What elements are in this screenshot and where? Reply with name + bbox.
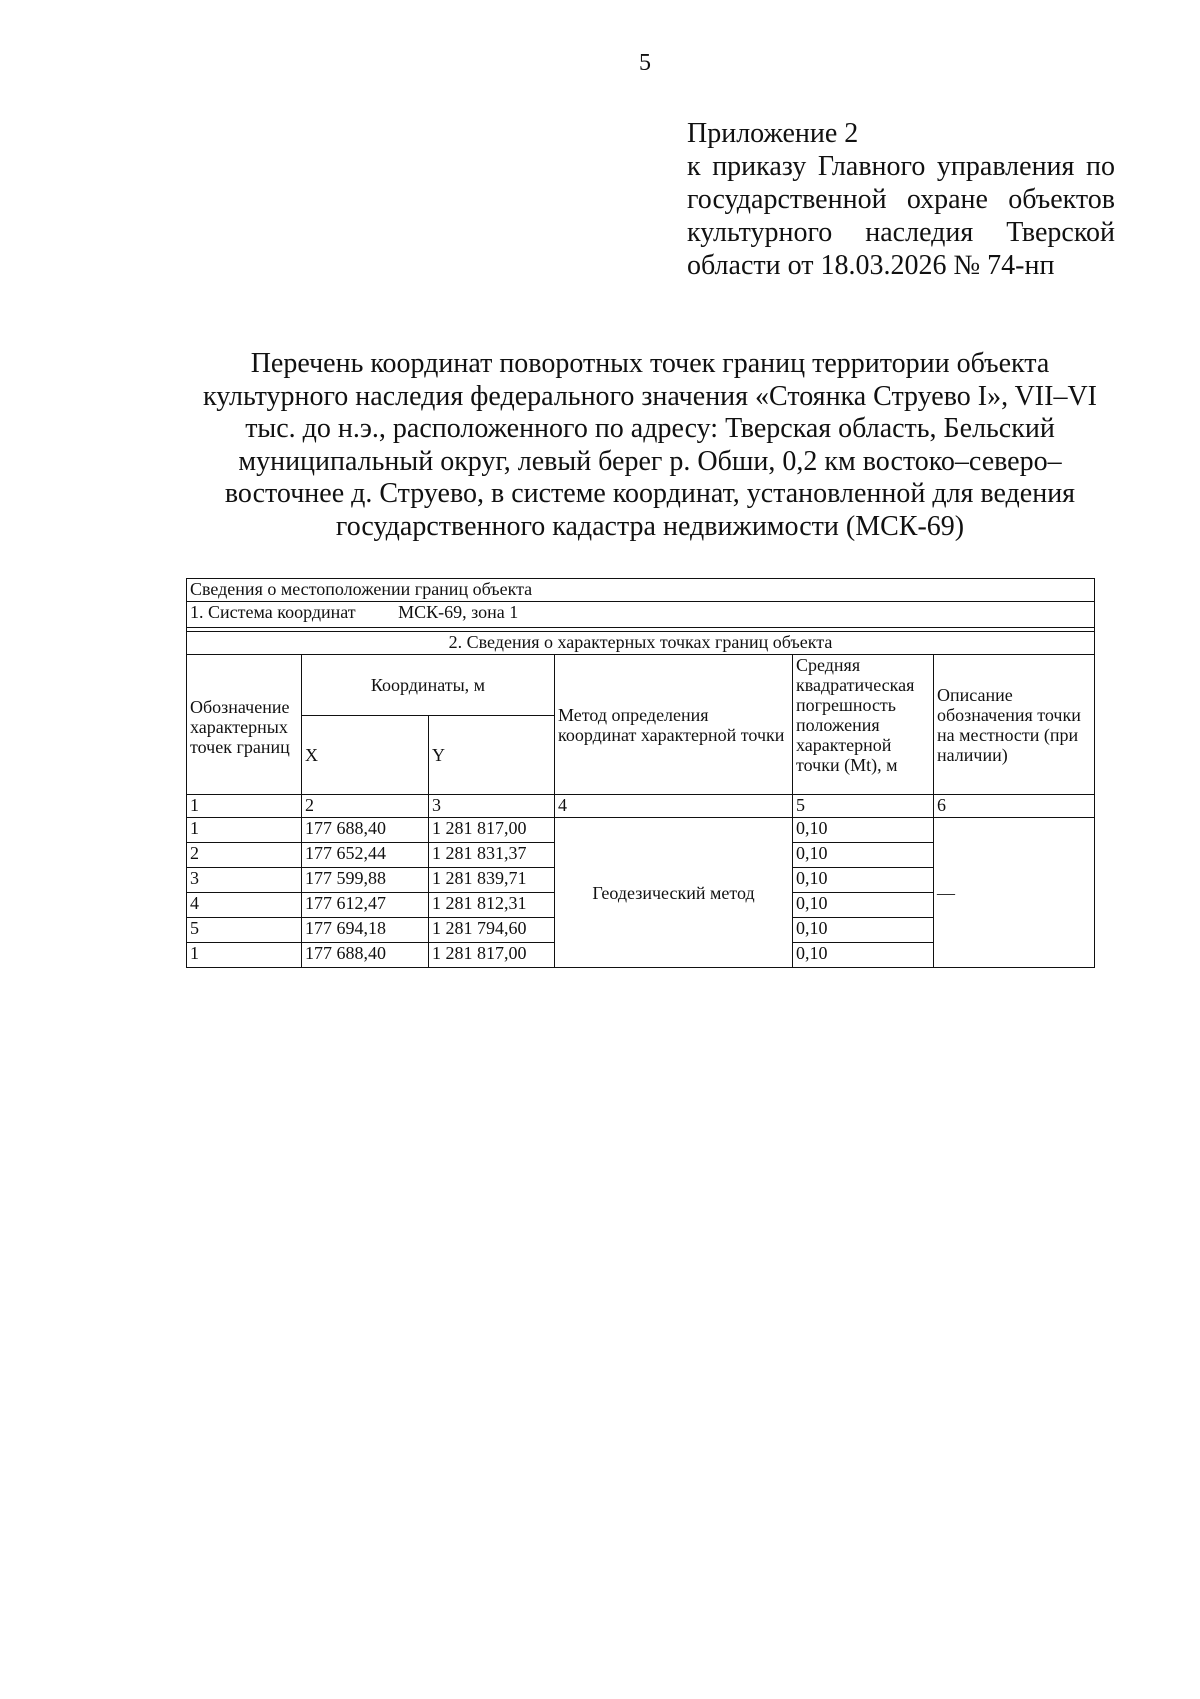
column-number: 5 xyxy=(793,795,934,818)
column-number: 6 xyxy=(934,795,1095,818)
x-cell: 177 599,88 xyxy=(302,868,429,893)
header-method: Метод определения координат характерной точки xyxy=(555,655,793,795)
y-cell: 1 281 817,00 xyxy=(429,818,555,843)
appendix-line: государственной охране объектов xyxy=(687,184,1115,215)
title-line: тыс. до н.э., расположенного по адресу: Тверская область, Бельский xyxy=(245,413,1055,444)
error-cell: 0,10 xyxy=(793,843,934,868)
section-title: Сведения о местоположении границ объекта xyxy=(187,579,1095,602)
title-line: культурного наследия федерального значения «Стоянка Струево I», VII–VI xyxy=(203,380,1097,412)
column-numbers-row xyxy=(187,795,1095,818)
title-line: муниципальный округ, левый берег р. Обши, 0,2 км востоко–северо– xyxy=(238,445,1062,477)
title-line: восточнее д. Струево, в системе координат, установленной для ведения xyxy=(224,478,1076,509)
error-cell: 0,10 xyxy=(793,893,934,918)
error-cell: 0,10 xyxy=(793,868,934,893)
column-number: 1 xyxy=(187,795,302,818)
point-cell: 1 xyxy=(187,818,302,843)
document-title xyxy=(160,348,1140,543)
header-x: X xyxy=(302,716,429,795)
error-cell: 0,10 xyxy=(793,918,934,943)
coordinate-system-row xyxy=(187,602,1095,628)
point-cell: 2 xyxy=(187,843,302,868)
page-number: 5 xyxy=(639,50,651,76)
column-number: 4 xyxy=(555,795,793,818)
x-cell: 177 612,47 xyxy=(302,893,429,918)
section-title: 2. Сведения о характерных точках границ объекта xyxy=(187,632,1095,655)
header-designation: Обозначение характерных точек границ xyxy=(187,655,302,795)
header-y: Y xyxy=(429,716,555,795)
table-row xyxy=(187,818,1095,843)
header-error: Средняя квадратическая погрешность положения характерной точки (Mt), м xyxy=(793,655,934,795)
point-cell: 1 xyxy=(187,943,302,968)
header-description: Описание обозначения точки на местности (при наличии) xyxy=(934,655,1095,795)
appendix-line: Приложение 2 xyxy=(687,118,859,149)
appendix-line: к приказу Главного управления по xyxy=(687,151,1115,182)
coordinate-system-value: МСК-69, зона 1 xyxy=(398,602,519,622)
header-coordinates: Координаты, м xyxy=(302,655,555,716)
coordinates-table xyxy=(186,578,1095,968)
title-line: Перечень координат поворотных точек границ территории объекта xyxy=(250,348,1050,379)
y-cell: 1 281 839,71 xyxy=(429,868,555,893)
y-cell: 1 281 812,31 xyxy=(429,893,555,918)
x-cell: 177 688,40 xyxy=(302,943,429,968)
description-cell: — xyxy=(934,818,1095,968)
y-cell: 1 281 794,60 xyxy=(429,918,555,943)
column-number: 3 xyxy=(429,795,555,818)
error-cell: 0,10 xyxy=(793,818,934,843)
title-line: государственного кадастра недвижимости (МСК-69) xyxy=(335,510,965,542)
point-cell: 4 xyxy=(187,893,302,918)
x-cell: 177 694,18 xyxy=(302,918,429,943)
point-cell: 3 xyxy=(187,868,302,893)
x-cell: 177 652,44 xyxy=(302,843,429,868)
appendix-block xyxy=(687,117,1115,282)
error-cell: 0,10 xyxy=(793,943,934,968)
x-cell: 177 688,40 xyxy=(302,818,429,843)
point-cell: 5 xyxy=(187,918,302,943)
y-cell: 1 281 831,37 xyxy=(429,843,555,868)
y-cell: 1 281 817,00 xyxy=(429,943,555,968)
coordinate-system-label: 1. Система координат xyxy=(190,602,356,622)
appendix-line: культурного наследия Тверской xyxy=(687,217,1115,248)
method-cell: Геодезический метод xyxy=(555,818,793,968)
column-number: 2 xyxy=(302,795,429,818)
appendix-line: области от 18.03.2026 № 74-нп xyxy=(687,250,1055,281)
